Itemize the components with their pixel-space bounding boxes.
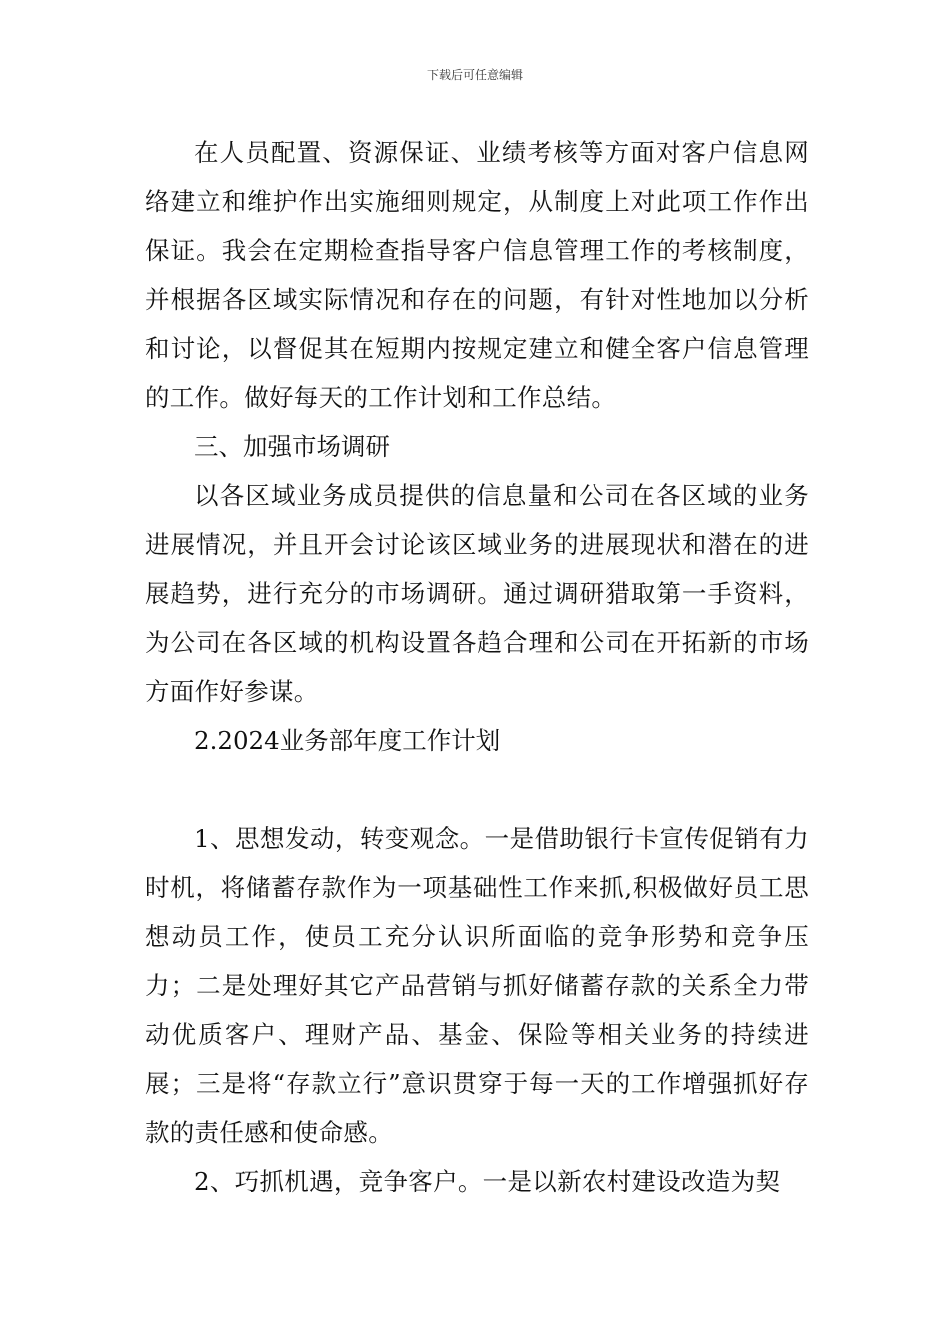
section-heading-annual-plan: 2.2024业务部年度工作计划 — [194, 726, 501, 755]
paragraph-mobilize-thinking: 1、思想发动，转变观念。一是借助银行卡宣传促销有力时机，将储蓄存款作为一项基础性工作来抓,积极做好员工思想动员工作，使员工充分认识所面临的竞争形势和竞争压力；二是处理好其它产品营销与抓好储蓄存款的关系全力带动优质客户、理财产品、基金、保险等相关业务的持续进展；三是将“存款立行”意识贯穿于每一天的工作增强抓好存款的责任感和使命感。 — [145, 824, 809, 1147]
blank-line — [145, 765, 809, 814]
paragraph-customer-info: 在人员配置、资源保证、业绩考核等方面对客户信息网络建立和维护作出实施细则规定，从制度上对此项工作作出保证。我会在定期检查指导客户信息管理工作的考核制度，并根据各区域实际情况和存在的问题，有针对性地加以分析和讨论，以督促其在短期内按规定建立和健全客户信息管理的工作。做好每天的工作计划和工作总结。 — [145, 138, 809, 412]
paragraph-market-research: 以各区域业务成员提供的信息量和公司在各区域的业务进展情况，并且开会讨论该区域业务的进展现状和潜在的进展趋势，进行充分的市场调研。通过调研猎取第一手资料，为公司在各区域的机构设置各趋合理和公司在开拓新的市场方面作好参谋。 — [145, 481, 809, 706]
paragraph-seize-opportunity: 2、巧抓机遇，竞争客户。一是以新农村建设改造为契 — [194, 1167, 781, 1196]
section-heading-market-research: 三、加强市场调研 — [194, 432, 390, 461]
page-header: 下载后可任意编辑 — [426, 68, 523, 82]
document-body — [145, 128, 809, 1206]
